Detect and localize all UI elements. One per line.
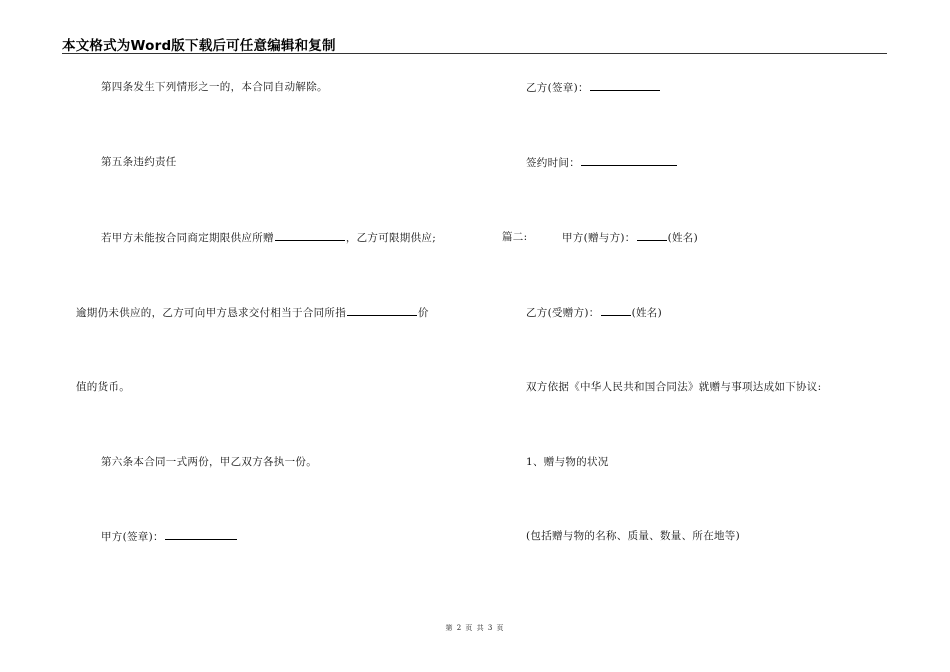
clause-6-text: 第六条本合同一式两份，甲乙双方各执一份。 <box>101 456 317 468</box>
signing-date-label: 签约时间： <box>526 157 580 169</box>
breach-paragraph-line-3: 值的货币。 <box>76 381 130 393</box>
breach-paragraph-line-1 <box>101 230 436 245</box>
party-a-signature-label: 甲方(签章)： <box>101 531 164 543</box>
donor-name-hint: (姓名) <box>667 232 698 244</box>
article-two-label: 篇二: <box>502 231 528 243</box>
party-a-signature-blank <box>165 529 237 540</box>
donee-line <box>526 305 662 320</box>
signing-date-blank <box>581 155 677 166</box>
donee-name-blank <box>601 305 631 316</box>
clause-4-text: 第四条发生下列情形之一的，本合同自动解除。 <box>101 81 328 93</box>
overdue-text-before-blank: 逾期仍未供应的，乙方可向甲方恳求交付相当于合同所指 <box>76 307 346 319</box>
party-b-signature-label: 乙方(签章)： <box>526 82 589 94</box>
value-blank <box>347 305 417 316</box>
party-b-signature-line <box>526 80 661 95</box>
gift-item-blank <box>275 230 345 241</box>
header-divider <box>62 53 887 54</box>
gift-status-heading: 1、赠与物的状况 <box>526 456 609 468</box>
party-a-signature-line <box>101 529 238 544</box>
donor-name-blank <box>637 230 667 241</box>
breach-text-before-blank: 若甲方未能按合同商定期限供应所赠 <box>101 232 274 244</box>
breach-paragraph-line-2 <box>76 305 429 320</box>
page-header-title: 本文格式为Word版下载后可任意编辑和复制 <box>62 38 336 54</box>
donor-label: 甲方(赠与方)： <box>562 232 636 244</box>
party-b-signature-blank <box>590 80 660 91</box>
agreement-intro-text: 双方依据《中华人民共和国合同法》就赠与事项达成如下协议: <box>526 381 822 393</box>
donee-name-hint: (姓名) <box>631 307 662 319</box>
clause-5-heading: 第五条违约责任 <box>101 156 177 168</box>
donee-label: 乙方(受赠方)： <box>526 307 600 319</box>
overdue-text-after-blank: 价 <box>418 307 429 319</box>
page-number-footer: 第 2 页 共 3 页 <box>445 624 505 632</box>
gift-details-hint: (包括赠与物的名称、质量、数量、所在地等) <box>526 530 740 542</box>
donor-line <box>562 230 698 245</box>
signing-date-line <box>526 155 678 170</box>
breach-text-after-blank: ，乙方可限期供应; <box>345 232 437 244</box>
